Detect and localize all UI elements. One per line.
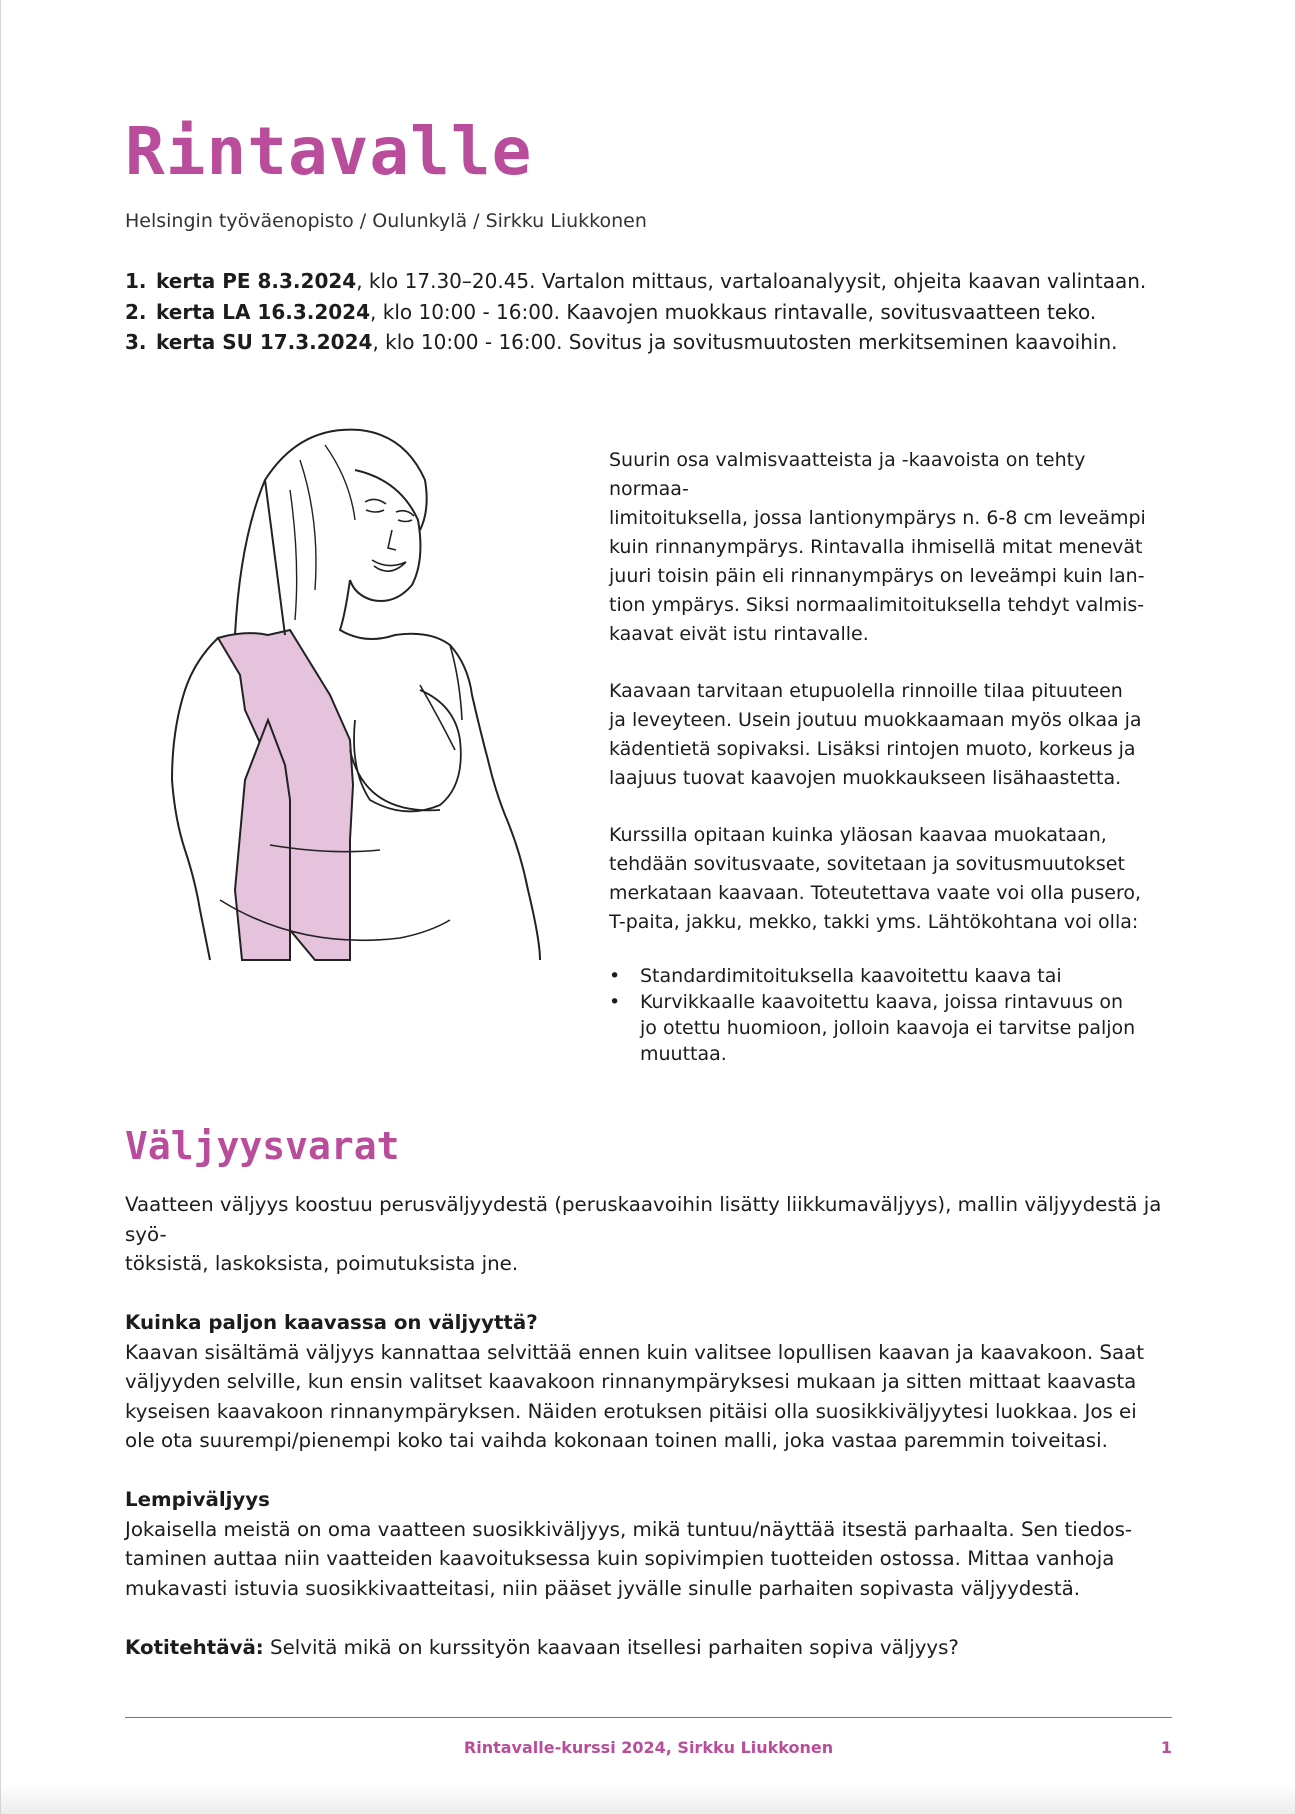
intro-text: [609, 446, 1169, 1067]
schedule-item: [125, 327, 1146, 358]
schedule-item: [125, 266, 1146, 297]
face-outline: [350, 470, 420, 601]
page-edge: [0, 0, 1, 1814]
schedule-description: , klo 10:00 - 16:00. Kaavojen muokkaus rintavalle, sovitusvaatteen teko.: [370, 299, 1097, 324]
page-number: 1: [1160, 1738, 1172, 1757]
intro-paragraph: Kaavaan tarvitaan etupuolella rinnoille tilaa pituuteen ja leveyteen. Usein joutuu muokkaamaan myös olkaa ja kädentietä sopivaksi. Lisäksi rintojen muoto, korkeus ja laajuus tuovat kaavojen muokkaukseen lisähaastetta.: [609, 680, 1142, 789]
page-shadow: [0, 1784, 1296, 1814]
face-features: [365, 499, 414, 571]
homework-text: Selvitä mikä on kurssityön kaavaan itsellesi parhaiten sopiva väljyys?: [263, 1635, 959, 1659]
subsection-heading: Kuinka paljon kaavassa on väljyyttä?: [125, 1311, 538, 1334]
page-title: Rintavalle: [125, 113, 533, 190]
list-item: • Kurvikkaalle kaavoitettu kaava, joissa rintavuus on jo otettu huomioon, jolloin kaavoja ei tarvitse paljon muuttaa.: [609, 991, 1136, 1065]
list-item: • Standardimitoituksella kaavoitettu kaava tai: [609, 965, 1062, 987]
section-title: Väljyysvarat: [125, 1124, 400, 1168]
homework-task: [125, 1633, 1175, 1663]
body-outline: [340, 580, 540, 960]
section-subsection: [125, 1308, 1175, 1456]
section-subsection: [125, 1485, 1175, 1603]
course-schedule: [125, 266, 1146, 358]
footer-text: Rintavalle-kurssi 2024, Sirkku Liukkonen: [463, 1738, 834, 1757]
subsection-text: Jokaisella meistä on oma vaatteen suosikkiväljyys, mikä tuntuu/näyttää itsestä parhaalta. Sen tiedos- taminen auttaa niin vaatteiden kaavoituksessa kuin sopivimpien tuotteiden ostossa. Mittaa vanhoja mukavasti istuvia suosikkivaatteitasi, niin pääset jyvälle sinulle parhaiten sopivasta väljyydestä.: [125, 1517, 1133, 1600]
bullet-icon: •: [609, 965, 621, 987]
body-outline-left: [172, 638, 218, 960]
schedule-description: , klo 10:00 - 16:00. Sovitus ja sovitusmuutosten merkitseminen kaavoihin.: [372, 330, 1118, 354]
intro-paragraph: Suurin osa valmisvaatteista ja -kaavoista on tehty normaa- limitoituksella, jossa lantionympärys n. 6-8 cm leveämpi kuin rinnanympärys. Rintavalla ihmisellä mitat menevät juuri toisin päin eli rinnanympärys on leveämpi kuin lan- tion ympärys. Siksi normaalimitoituksella tehdyt valmis- kaavat eivät istu rintavalle.: [609, 449, 1146, 645]
schedule-date: kerta LA 16.3.2024: [156, 299, 371, 324]
schedule-item: [125, 297, 1146, 328]
breast-outline: [350, 690, 461, 811]
section-paragraph: Vaatteen väljyys koostuu perusväljyydestä (peruskaavoihin lisätty liikkumaväljyys), mallin väljyydestä ja syö- töksistä, laskoksista, poimutuksista jne.: [125, 1193, 1162, 1275]
arm-outline: [420, 645, 462, 750]
hair-strands: [290, 445, 355, 620]
intro-paragraph: Kurssilla opitaan kuinka yläosan kaavaa muokataan, tehdään sovitusvaate, sovitetaan ja sovitusmuutokset merkataan kaavaan. Toteutettava vaate voi olla pusero, T-paita, jakku, mekko, takki yms. Lähtökohtana voi olla:: [609, 824, 1142, 933]
subsection-heading: Lempiväljyys: [125, 1488, 270, 1511]
subsection-text: Kaavan sisältämä väljyys kannattaa selvittää ennen kuin valitsee lopullisen kaavan ja kaavakoon. Saat väljyyden selville, kun ensin valitset kaavakoon rinnanympäryksesi mukaan ja sitten mittaat kaavasta kyseisen kaavakoon rinnanympäryksen. Näiden erotuksen pitäisi olla suosikkiväljyytesi luokkaa. Jos ei ole ota suurempi/pienempi koko tai vaihda kokonaan toinen malli, joka vastaa paremmin toiveitasi.: [125, 1340, 1144, 1452]
schedule-date: kerta PE 8.3.2024: [156, 269, 357, 293]
bullet-icon: •: [609, 991, 621, 1013]
page-subtitle: Helsingin työväenopisto / Oulunkylä / Sirkku Liukkonen: [125, 210, 647, 232]
schedule-number: 2.: [125, 299, 147, 324]
schedule-number: 1.: [125, 269, 147, 293]
schedule-description: , klo 17.30–20.45. Vartalon mittaus, vartaloanalyysit, ohjeita kaavan valintaan.: [356, 269, 1147, 293]
section-body: [125, 1190, 1175, 1692]
schedule-number: 3.: [125, 330, 147, 354]
hair-outline: [235, 430, 427, 635]
woman-torso-with-pattern-pieces-illustration: [150, 420, 570, 1040]
starting-point-list: [609, 963, 1169, 1067]
footer-divider: [125, 1717, 1172, 1718]
pattern-piece-side: [235, 720, 290, 960]
homework-label: Kotitehtävä:: [125, 1635, 264, 1659]
schedule-date: kerta SU 17.3.2024: [156, 330, 373, 354]
